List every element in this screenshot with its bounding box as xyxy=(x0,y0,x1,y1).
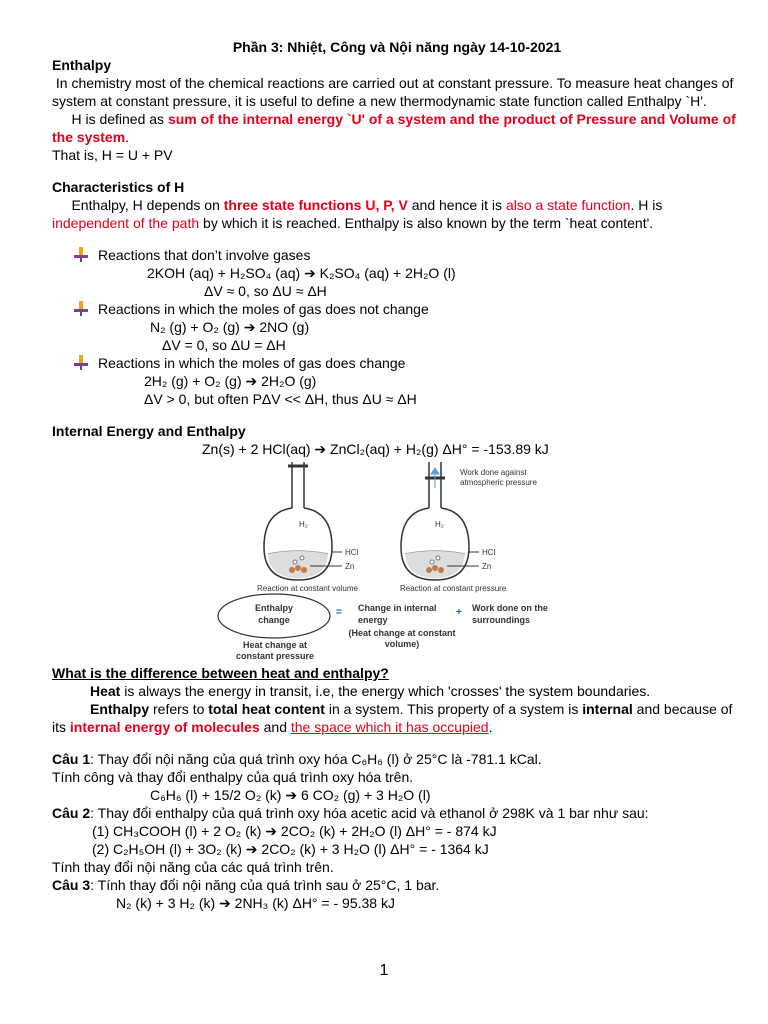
question-2-line: Tính thay đổi nội năng của các quá trình trên. xyxy=(52,859,334,875)
text-line: constant pressure xyxy=(235,651,315,661)
highlight-space-occupied: the space which it has occupied xyxy=(290,719,489,735)
question-1-line-2: Tính công và thay đổi enthalpy của quá trình oxy hóa trên. xyxy=(52,769,414,785)
question-text: : Tính thay đổi nội năng của quá trình sau ở 25°C, 1 bar. xyxy=(90,877,440,893)
paragraph-formula: That is, H = U + PV xyxy=(52,147,173,163)
term-enthalpy: Enthalpy xyxy=(90,701,150,717)
label-hcl-left: HCl xyxy=(345,548,359,557)
label-work-against: Work done against xyxy=(460,468,527,477)
bullet-label: Reactions that don’t involve gases xyxy=(98,247,311,263)
text-line: Work done on the xyxy=(472,603,548,613)
term-internal: internal xyxy=(582,701,633,717)
term-total-heat: total heat content xyxy=(208,701,325,717)
label-zn-left: Zn xyxy=(345,562,355,571)
question-text: : Thay đổi enthalpy của quá trình oxy hóa acetic acid và ethanol ở 298K và 1 bar như sau: xyxy=(90,805,649,821)
spacer xyxy=(52,408,742,422)
paragraph-enthalpy-intro xyxy=(52,74,742,110)
caption-constant-volume: Reaction at constant volume xyxy=(257,584,358,593)
text-span: Enthalpy, H depends on xyxy=(71,197,224,213)
highlight-internal-energy: internal energy of molecules xyxy=(69,719,260,735)
text-span: H is defined as xyxy=(71,111,168,127)
term-heat: Heat xyxy=(90,683,121,699)
label-work-against-2: atmospheric pressure xyxy=(460,478,537,487)
highlight-definition: sum of the internal energy `U' of a system and the product of Pressure and Volume of the system xyxy=(52,111,736,145)
question-2-equation-1: (1) CH₃COOH (l) + 2 O₂ (k) ➔ 2CO₂ (k) + 2H₂O (l) ΔH° = - 874 kJ xyxy=(92,823,497,839)
equation-note: ΔV ≈ 0, so ΔU ≈ ΔH xyxy=(204,283,327,299)
heading-internal-energy: Internal Energy and Enthalpy xyxy=(52,423,246,439)
label-heat-constant-pressure xyxy=(232,640,318,662)
spacer xyxy=(52,232,742,246)
text-line: (Heat change at constant xyxy=(348,628,456,638)
text-span: and xyxy=(259,719,291,735)
text-line: Heat change at xyxy=(242,640,308,650)
text-span: and hence it is xyxy=(407,197,506,213)
heading-enthalpy: Enthalpy xyxy=(52,57,112,73)
spacer xyxy=(52,736,742,750)
label-change-internal xyxy=(358,602,437,626)
text-span: is always the energy in transit, i.e, the energy which 'crosses' the system boundaries. xyxy=(120,683,651,699)
label-heat-constant-volume xyxy=(342,628,462,650)
question-label: Câu 1 xyxy=(52,751,91,767)
highlight-path: independent of the path xyxy=(52,215,200,231)
text-span: . xyxy=(125,129,130,145)
text-span: . H is xyxy=(630,197,663,213)
question-3 xyxy=(52,876,742,894)
paragraph-heat xyxy=(52,682,742,700)
question-3-equation: N₂ (k) + 3 H₂ (k) ➔ 2NH₃ (k) ΔH° = - 95.38 kJ xyxy=(116,895,395,911)
heading-difference: What is the difference between heat and enthalpy? xyxy=(52,665,389,681)
bullet-label: Reactions in which the moles of gas does not change xyxy=(98,301,429,317)
text-line: surroundings xyxy=(472,615,530,625)
bullet-item xyxy=(52,300,742,318)
text-span: in a system. This property of a system is xyxy=(324,701,583,717)
text-span: and because of its xyxy=(52,701,733,735)
question-2 xyxy=(52,804,742,822)
equation-zinc: Zn(s) + 2 HCl(aq) ➔ ZnCl₂(aq) + H₂(g) ΔH° = -153.89 kJ xyxy=(202,441,549,457)
document-title: Phần 3: Nhiệt, Công và Nội năng ngày 14-10-2021 xyxy=(232,39,562,55)
flask-diagram xyxy=(52,462,742,664)
text-line: change xyxy=(258,615,290,625)
text-line: Enthalpy xyxy=(254,603,293,613)
paragraph-enthalpy-difference xyxy=(52,700,742,736)
bullet-item xyxy=(52,354,742,372)
text-span: In chemistry most of the chemical reactions are carried out at constant pressure. To measure heat changes of system at constant pressure, it is useful to define a new thermodynamic state function called Enthalpy `H'. xyxy=(52,75,734,109)
label-enthalpy-change xyxy=(248,602,300,626)
label-hcl-right: HCl xyxy=(482,548,496,557)
bullet-label: Reactions in which the moles of gas does change xyxy=(98,355,406,371)
page-number: 1 xyxy=(379,962,389,979)
caption-constant-pressure: Reaction at constant pressure xyxy=(400,584,507,593)
spacer xyxy=(52,164,742,178)
question-2-equation-2: (2) C₂H₅OH (l) + 3O₂ (k) ➔ 2CO₂ (k) + 3 H₂O (l) ΔH° = - 1364 kJ xyxy=(92,841,489,857)
page-content xyxy=(52,38,742,912)
question-text: : Thay đổi nội năng của quá trình oxy hóa C₆H₆ (l) ở 25°C là -781.1 kCal. xyxy=(90,751,542,767)
question-1-equation: C₆H₆ (l) + 15/2 O₂ (k) ➔ 6 CO₂ (g) + 3 H₂O (l) xyxy=(150,787,431,803)
highlight-state-function: also a state function xyxy=(505,197,631,213)
plus-sign: + xyxy=(456,607,462,618)
equation: 2KOH (aq) + H₂SO₄ (aq) ➔ K₂SO₄ (aq) + 2H₂O (l) xyxy=(147,265,456,281)
label-h2-left: H₂ xyxy=(299,520,308,529)
pushpin-bullet-icon xyxy=(72,354,90,370)
heading-characteristics: Characteristics of H xyxy=(52,179,185,195)
text-span: . xyxy=(488,719,493,735)
label-zn-right: Zn xyxy=(482,562,492,571)
question-1 xyxy=(52,750,742,768)
text-span: by which it is reached. Enthalpy is also known by the term `heat content'. xyxy=(199,215,654,231)
equation: N₂ (g) + O₂ (g) ➔ 2NO (g) xyxy=(150,319,310,335)
text-line: volume) xyxy=(384,639,420,649)
label-work-on xyxy=(472,602,548,626)
equals-sign: = xyxy=(336,607,342,618)
question-label: Câu 3 xyxy=(52,877,91,893)
pushpin-bullet-icon xyxy=(72,300,90,316)
label-h2-right: H₂ xyxy=(435,520,444,529)
paragraph-enthalpy-definition xyxy=(52,110,742,146)
text-span: refers to xyxy=(149,701,209,717)
equation-note: ΔV > 0, but often PΔV << ΔH, thus ΔU ≈ ΔH xyxy=(144,391,417,407)
equation: 2H₂ (g) + O₂ (g) ➔ 2H₂O (g) xyxy=(144,373,317,389)
text-line: energy xyxy=(358,615,388,625)
highlight-state-functions: three state functions U, P, V xyxy=(223,197,408,213)
equation-note: ΔV = 0, so ΔU = ΔH xyxy=(162,337,286,353)
pushpin-bullet-icon xyxy=(72,246,90,262)
text-line: Change in internal xyxy=(358,603,437,613)
question-label: Câu 2 xyxy=(52,805,91,821)
bullet-item xyxy=(52,246,742,264)
paragraph-characteristics xyxy=(52,196,742,232)
